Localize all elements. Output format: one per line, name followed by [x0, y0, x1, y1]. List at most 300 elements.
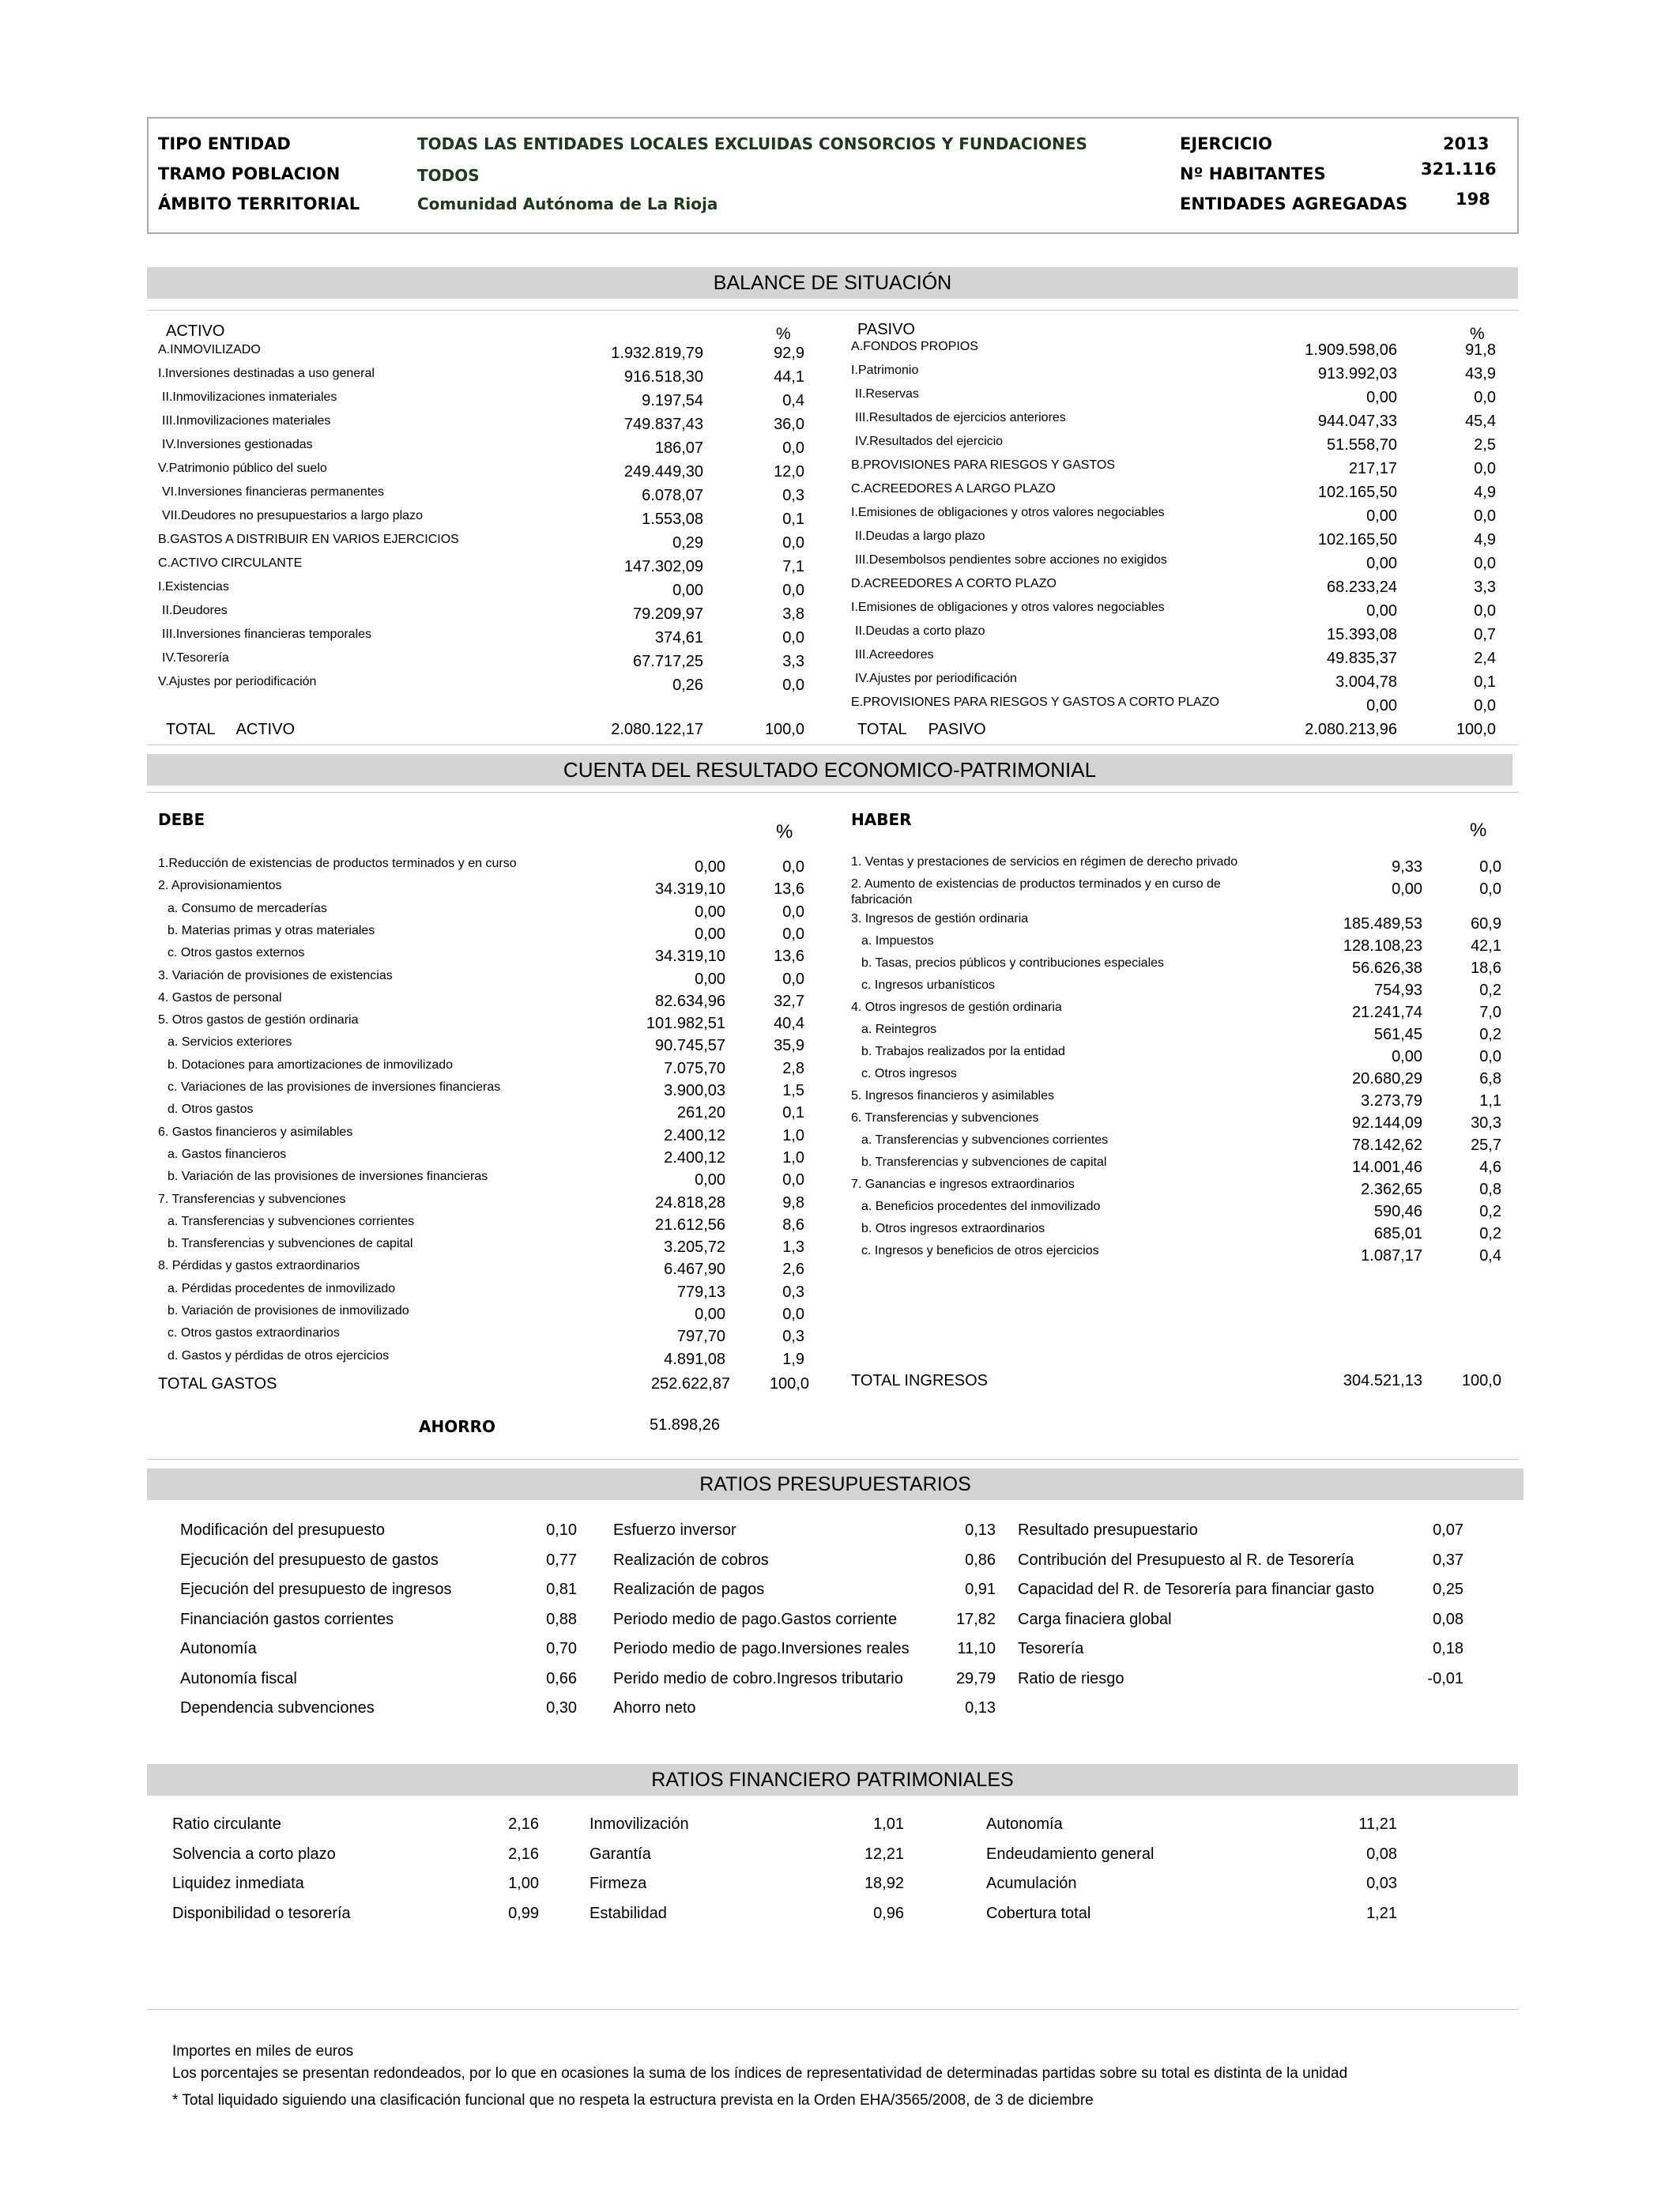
- tipo-entidad-label: TIPO ENTIDAD: [158, 134, 291, 153]
- debe-row-label: d. Otros gastos: [168, 1103, 254, 1117]
- ratio-presupuestario-value: 17,82: [955, 1610, 996, 1628]
- debe-row-value: 90.745,57: [655, 1037, 725, 1055]
- pasivo-row-value: 102.165,50: [1317, 484, 1397, 501]
- haber-row-pct: 25,7: [1471, 1137, 1501, 1154]
- ratio-presupuestario-label: Ratio de riesgo: [1018, 1669, 1124, 1687]
- pasivo-header: PASIVO: [857, 321, 915, 338]
- ratio-presupuestario-label: Esfuerzo inversor: [613, 1521, 736, 1539]
- total-ingresos-value: 304.521,13: [1343, 1372, 1422, 1389]
- ratio-financiero-value: 0,99: [508, 1904, 539, 1922]
- ratio-presupuestario-value: 0,10: [546, 1521, 577, 1539]
- debe-row-value: 2.400,12: [664, 1148, 725, 1167]
- total-ingresos-label: TOTAL INGRESOS: [851, 1372, 988, 1389]
- ratio-financiero-value: 11,21: [1358, 1815, 1397, 1833]
- ratio-presupuestario-label: Autonomía fiscal: [180, 1669, 297, 1687]
- total-gastos-value: 252.622,87: [650, 1375, 730, 1393]
- ratio-financiero-value: 1,21: [1366, 1904, 1397, 1922]
- debe-row-pct: 2,8: [782, 1059, 804, 1077]
- haber-row-label: a. Reintegros: [861, 1023, 937, 1036]
- ratio-presupuestario-value: 0,30: [546, 1699, 577, 1717]
- pasivo-row-value: 0,00: [1366, 602, 1397, 620]
- ratio-financiero-label: Endeudamiento general: [986, 1845, 1155, 1863]
- activo-row-pct: 0,3: [782, 487, 804, 504]
- ratio-presupuestario-label: Financiación gastos corrientes: [180, 1610, 394, 1628]
- haber-row-pct: 18,6: [1471, 959, 1501, 977]
- ratio-presupuestario-label: Ejecución del presupuesto de ingresos: [180, 1581, 452, 1598]
- debe-row-value: 101.982,51: [646, 1015, 725, 1033]
- ratio-presupuestario-label: Contribución del Presupuesto al R. de Tesorería: [1018, 1551, 1354, 1569]
- entidades-agregadas-label: ENTIDADES AGREGADAS: [1180, 194, 1408, 213]
- haber-row-value: 561,45: [1373, 1026, 1422, 1043]
- activo-header: ACTIVO: [166, 322, 225, 340]
- debe-row-pct: 0,3: [782, 1328, 804, 1346]
- activo-row-pct: 44,1: [774, 368, 804, 386]
- activo-row-value: 147.302,09: [623, 558, 703, 575]
- tramo-poblacion-label: TRAMO POBLACION: [158, 164, 341, 183]
- activo-row-label: I.Existencias: [158, 580, 229, 594]
- pasivo-row-label: III.Desembolsos pendientes sobre acciones no exigidos: [855, 553, 1167, 567]
- pasivo-row-label: E.PROVISIONES PARA RIESGOS Y GASTOS A CORTO PLAZO: [851, 696, 1219, 709]
- debe-row-label: a. Pérdidas procedentes de inmovilizado: [168, 1281, 396, 1295]
- ratio-presupuestario-label: Realización de pagos: [613, 1581, 765, 1598]
- haber-row-value: 590,46: [1373, 1203, 1422, 1220]
- ratio-presupuestario-value: 0,66: [546, 1669, 577, 1687]
- debe-row-value: 0,00: [695, 1171, 725, 1189]
- debe-row-label: 7. Transferencias y subvenciones: [158, 1192, 346, 1206]
- debe-row-pct: 0,0: [782, 925, 804, 943]
- haber-row-value: 78.142,62: [1352, 1137, 1422, 1154]
- pasivo-row-pct: 0,1: [1474, 673, 1496, 691]
- pasivo-row-pct: 4,9: [1474, 531, 1496, 548]
- ratio-presupuestario-value: 0,91: [965, 1581, 996, 1598]
- ratio-presupuestario-value: -0,01: [1427, 1669, 1463, 1687]
- ejercicio-value: 2013: [1443, 134, 1490, 153]
- pasivo-row-pct: 0,7: [1474, 626, 1496, 643]
- haber-row-value: 2.362,65: [1361, 1181, 1422, 1198]
- pasivo-row-pct: 2,5: [1474, 436, 1496, 454]
- activo-row-label: VI.Inversiones financieras permanentes: [162, 485, 385, 499]
- pasivo-row-label: II.Deudas a largo plazo: [855, 530, 985, 543]
- pasivo-row-value: 0,00: [1366, 389, 1397, 406]
- haber-row-value: 754,93: [1373, 982, 1422, 999]
- haber-row-label: c. Ingresos y beneficios de otros ejercicios: [861, 1244, 1099, 1257]
- total-pasivo-pct: 100,0: [1456, 721, 1496, 738]
- pasivo-row-label: III.Acreedores: [855, 648, 934, 662]
- haber-row-label: b. Transferencias y subvenciones de capital: [861, 1155, 1107, 1169]
- ratio-financiero-label: Disponibilidad o tesorería: [172, 1904, 351, 1922]
- cuenta-rule: [147, 792, 1519, 793]
- activo-row-label: III.Inversiones financieras temporales: [162, 628, 372, 641]
- debe-row-pct: 1,9: [782, 1350, 804, 1368]
- pasivo-row-value: 217,17: [1348, 460, 1397, 477]
- debe-row-value: 3.205,72: [664, 1238, 725, 1257]
- footer-note-units: Importes en miles de euros: [172, 2043, 354, 2060]
- haber-row-pct: 4,6: [1479, 1159, 1501, 1176]
- ratio-presupuestario-value: 0,70: [546, 1640, 577, 1657]
- haber-row-value: 185.489,53: [1343, 915, 1422, 933]
- pasivo-row-label: II.Reservas: [855, 387, 919, 401]
- ratio-financiero-label: Liquidez inmediata: [172, 1875, 304, 1892]
- ratio-presupuestario-label: Realización de cobros: [613, 1551, 769, 1569]
- haber-row-pct: 0,2: [1479, 1203, 1501, 1220]
- debe-row-pct: 1,0: [782, 1126, 804, 1144]
- pasivo-row-pct: 0,0: [1474, 460, 1496, 477]
- haber-row-pct: 0,0: [1479, 880, 1501, 898]
- debe-row-label: c. Variaciones de las provisiones de inversiones financieras: [168, 1080, 501, 1094]
- activo-row-value: 1.553,08: [642, 511, 703, 528]
- debe-row-pct: 0,1: [782, 1104, 804, 1122]
- ratios-presupuestarios-title: RATIOS PRESUPUESTARIOS: [147, 1468, 1524, 1500]
- debe-row-label: a. Servicios exteriores: [168, 1035, 292, 1050]
- debe-pct-header: %: [776, 821, 793, 843]
- ratio-presupuestario-value: 29,79: [955, 1669, 996, 1687]
- debe-row-label: a. Transferencias y subvenciones corrientes: [168, 1214, 415, 1228]
- debe-row-label: b. Variación de provisiones de inmovilizado: [168, 1304, 409, 1318]
- haber-row-value: 1.087,17: [1361, 1247, 1422, 1265]
- ratio-financiero-value: 0,08: [1366, 1845, 1397, 1863]
- pasivo-row-value: 15.393,08: [1327, 626, 1397, 643]
- haber-row-label: a. Impuestos: [861, 934, 934, 948]
- ratio-presupuestario-value: 0,18: [1433, 1640, 1463, 1657]
- haber-row-label: 6. Transferencias y subvenciones: [851, 1111, 1039, 1125]
- haber-row-pct: 30,3: [1471, 1114, 1501, 1132]
- debe-row-value: 6.467,90: [664, 1261, 725, 1279]
- ratio-presupuestario-label: Ejecución del presupuesto de gastos: [180, 1551, 439, 1569]
- activo-row-value: 79.209,97: [633, 605, 703, 623]
- pasivo-row-label: III.Resultados de ejercicios anteriores: [855, 411, 1066, 424]
- activo-row-value: 6.078,07: [642, 487, 703, 504]
- ratio-presupuestario-label: Carga finaciera global: [1018, 1610, 1172, 1628]
- total-ingresos-pct: 100,0: [1461, 1372, 1501, 1389]
- haber-row-pct: 1,1: [1479, 1092, 1501, 1110]
- activo-row-label: IV.Tesorería: [162, 651, 229, 665]
- pasivo-row-pct: 45,4: [1465, 413, 1496, 430]
- ratio-presupuestario-value: 0,13: [965, 1699, 996, 1717]
- debe-row-pct: 32,7: [774, 992, 804, 1010]
- pasivo-row-label: I.Patrimonio: [851, 364, 919, 377]
- activo-row-label: A.INMOVILIZADO: [158, 343, 261, 356]
- ratio-financiero-label: Estabilidad: [590, 1904, 667, 1922]
- pasivo-row-pct: 4,9: [1474, 484, 1496, 501]
- pasivo-row-label: II.Deudas a corto plazo: [855, 624, 985, 638]
- balance-title: BALANCE DE SITUACIÓN: [147, 267, 1518, 299]
- debe-row-pct: 0,0: [782, 1171, 804, 1189]
- activo-row-pct: 36,0: [774, 416, 804, 433]
- total-gastos-pct: 100,0: [769, 1375, 809, 1393]
- debe-row-value: 24.818,28: [655, 1193, 725, 1212]
- pasivo-row-label: I.Emisiones de obligaciones y otros valores negociables: [851, 601, 1165, 614]
- activo-row-pct: 0,0: [782, 534, 804, 552]
- ratio-financiero-label: Cobertura total: [986, 1904, 1091, 1922]
- debe-row-label: a. Gastos financieros: [168, 1147, 287, 1161]
- ratio-financiero-label: Solvencia a corto plazo: [172, 1845, 336, 1863]
- debe-row-pct: 0,0: [782, 903, 804, 921]
- haber-row-label: c. Otros ingresos: [861, 1067, 957, 1080]
- activo-row-pct: 92,9: [774, 345, 804, 362]
- activo-row-label: II.Inmovilizaciones inmateriales: [162, 390, 337, 404]
- pasivo-row-value: 3.004,78: [1335, 673, 1397, 691]
- ratios-financiero-title: RATIOS FINANCIERO PATRIMONIALES: [147, 1764, 1518, 1796]
- pasivo-row-pct: 0,0: [1474, 697, 1496, 714]
- pasivo-pct-header: %: [1470, 325, 1485, 343]
- activo-row-pct: 0,1: [782, 511, 804, 528]
- footer-note-rounding: Los porcentajes se presentan redondeados, por lo que en ocasiones la suma de los índices de representatividad de determinadas partidas sobre su total es distinta de la unidad: [172, 2065, 1348, 2082]
- debe-row-value: 82.634,96: [655, 992, 725, 1010]
- debe-row-value: 0,00: [695, 970, 725, 988]
- debe-row-label: b. Dotaciones para amortizaciones de inmovilizado: [168, 1057, 454, 1072]
- debe-row-value: 7.075,70: [664, 1059, 725, 1077]
- ratio-financiero-label: Firmeza: [590, 1875, 647, 1892]
- debe-row-pct: 40,4: [774, 1015, 804, 1033]
- ratio-presupuestario-label: Periodo medio de pago.Gastos corriente: [613, 1610, 898, 1628]
- debe-row-label: 6. Gastos financieros y asimilables: [158, 1125, 353, 1139]
- pasivo-row-value: 0,00: [1366, 697, 1397, 714]
- debe-row-pct: 0,0: [782, 970, 804, 988]
- ahorro-label: AHORRO: [419, 1417, 496, 1436]
- debe-row-label: 5. Otros gastos de gestión ordinaria: [158, 1013, 359, 1027]
- debe-row-label: 1.Reducción de existencias de productos terminados y en curso: [158, 857, 517, 870]
- haber-row-pct: 0,0: [1479, 1048, 1501, 1065]
- debe-row-label: c. Otros gastos extraordinarios: [168, 1326, 340, 1340]
- ratio-presupuestario-label: Autonomía: [180, 1640, 257, 1657]
- haber-row-label: 3. Ingresos de gestión ordinaria: [851, 912, 1029, 925]
- ratio-presupuestario-value: 0,77: [546, 1551, 577, 1569]
- debe-row-label: c. Otros gastos externos: [168, 946, 305, 960]
- haber-pct-header: %: [1470, 820, 1487, 841]
- pasivo-row-pct: 0,0: [1474, 389, 1496, 406]
- activo-row-value: 0,00: [672, 582, 703, 599]
- ratio-financiero-value: 2,16: [508, 1845, 539, 1863]
- debe-row-pct: 1,5: [782, 1082, 804, 1099]
- activo-row-pct: 0,0: [782, 582, 804, 599]
- debe-row-value: 21.612,56: [655, 1216, 725, 1234]
- ratio-financiero-label: Acumulación: [986, 1875, 1077, 1892]
- debe-row-label: a. Consumo de mercaderías: [168, 901, 327, 915]
- haber-row-label: 4. Otros ingresos de gestión ordinaria: [851, 1001, 1062, 1014]
- activo-row-value: 67.717,25: [633, 653, 703, 670]
- debe-row-pct: 0,0: [782, 858, 804, 876]
- ratio-presupuestario-value: 0,88: [546, 1610, 577, 1628]
- activo-row-value: 249.449,30: [623, 463, 703, 481]
- haber-row-value: 685,01: [1373, 1225, 1422, 1242]
- debe-header: DEBE: [158, 810, 205, 829]
- activo-row-label: V.Patrimonio público del suelo: [158, 462, 327, 475]
- ratio-presupuestario-label: Periodo medio de pago.Inversiones reales: [613, 1640, 910, 1657]
- ratio-financiero-value: 0,03: [1366, 1875, 1397, 1892]
- activo-row-pct: 7,1: [782, 558, 804, 575]
- debe-row-value: 2.400,12: [664, 1126, 725, 1144]
- ratio-financiero-value: 12,21: [864, 1845, 904, 1863]
- ambito-territorial-label: ÁMBITO TERRITORIAL: [158, 194, 360, 213]
- haber-row-value: 9,33: [1392, 858, 1422, 876]
- ratio-presupuestario-value: 0,08: [1433, 1610, 1463, 1628]
- ratio-presupuestario-label: Perido medio de cobro.Ingresos tributario: [613, 1669, 903, 1687]
- pasivo-row-value: 51.558,70: [1327, 436, 1397, 454]
- debe-row-label: 4. Gastos de personal: [158, 990, 282, 1005]
- haber-row-value: 92.144,09: [1352, 1114, 1422, 1132]
- total-gastos-label: TOTAL GASTOS: [158, 1375, 277, 1393]
- haber-row-pct: 0,8: [1479, 1181, 1501, 1198]
- haber-row-pct: 0,2: [1479, 1026, 1501, 1043]
- debe-row-pct: 9,8: [782, 1193, 804, 1212]
- ratio-financiero-value: 18,92: [864, 1875, 904, 1892]
- haber-row-value: 128.108,23: [1343, 937, 1422, 955]
- activo-row-label: V.Ajustes por periodificación: [158, 675, 317, 688]
- debe-row-pct: 1,3: [782, 1238, 804, 1257]
- pasivo-row-pct: 2,4: [1474, 650, 1496, 667]
- haber-row-label: a. Beneficios procedentes del inmovilizado: [861, 1200, 1101, 1213]
- debe-row-value: 34.319,10: [655, 880, 725, 899]
- ratio-financiero-value: 1,01: [873, 1815, 904, 1833]
- debe-row-value: 779,13: [676, 1283, 725, 1301]
- haber-row-pct: 60,9: [1471, 915, 1501, 933]
- pasivo-row-value: 0,00: [1366, 507, 1397, 525]
- debe-row-value: 0,00: [695, 903, 725, 921]
- debe-row-label: d. Gastos y pérdidas de otros ejercicios: [168, 1348, 390, 1363]
- debe-row-label: b. Transferencias y subvenciones de capital: [168, 1237, 413, 1251]
- pasivo-row-label: C.ACREEDORES A LARGO PLAZO: [851, 482, 1056, 496]
- pasivo-row-value: 49.835,37: [1327, 650, 1397, 667]
- debe-row-value: 0,00: [695, 858, 725, 876]
- ratio-financiero-label: Autonomía: [986, 1815, 1063, 1833]
- haber-row-value: 56.626,38: [1352, 959, 1422, 977]
- pasivo-row-label: B.PROVISIONES PARA RIESGOS Y GASTOS: [851, 458, 1116, 472]
- debe-row-value: 4.891,08: [664, 1350, 725, 1368]
- ratio-presupuestario-value: 0,25: [1433, 1581, 1463, 1598]
- haber-row-label: b. Trabajos realizados por la entidad: [861, 1045, 1065, 1058]
- haber-header: HABER: [851, 810, 912, 829]
- balance-rule: [147, 310, 1519, 311]
- activo-row-value: 186,07: [654, 439, 703, 457]
- debe-row-label: b. Variación de las provisiones de inversiones financieras: [168, 1170, 488, 1184]
- pasivo-row-label: I.Emisiones de obligaciones y otros valores negociables: [851, 506, 1165, 519]
- total-activo-pct: 100,0: [764, 721, 804, 738]
- debe-row-label: b. Materias primas y otras materiales: [168, 923, 375, 937]
- ratio-presupuestario-value: 0,37: [1433, 1551, 1463, 1569]
- debe-row-value: 261,20: [676, 1104, 725, 1122]
- debe-row-label: 2. Aprovisionamientos: [158, 879, 282, 893]
- tipo-entidad-value: TODAS LAS ENTIDADES LOCALES EXCLUIDAS CONSORCIOS Y FUNDACIONES: [417, 134, 1087, 153]
- pasivo-row-value: 102.165,50: [1317, 531, 1397, 548]
- debe-row-pct: 1,0: [782, 1148, 804, 1167]
- debe-row-pct: 13,6: [774, 948, 804, 966]
- debe-row-value: 0,00: [695, 925, 725, 943]
- ratio-financiero-label: Ratio circulante: [172, 1815, 281, 1833]
- haber-row-label: b. Tasas, precios públicos y contribuciones especiales: [861, 956, 1165, 970]
- pasivo-row-value: 68.233,24: [1327, 579, 1397, 596]
- haber-row-label: 2. Aumento de existencias de productos terminados y en curso de: [851, 877, 1221, 891]
- activo-row-pct: 3,3: [782, 653, 804, 670]
- ratio-presupuestario-value: 0,86: [965, 1551, 996, 1569]
- pasivo-row-value: 0,00: [1366, 555, 1397, 572]
- ratio-presupuestario-label: Ahorro neto: [613, 1699, 696, 1717]
- ratio-presupuestario-label: Dependencia subvenciones: [180, 1699, 375, 1717]
- pasivo-row-label: A.FONDOS PROPIOS: [851, 340, 978, 353]
- ratio-presupuestario-label: Tesorería: [1018, 1640, 1084, 1657]
- haber-row-pct: 0,2: [1479, 982, 1501, 999]
- cuenta-title: CUENTA DEL RESULTADO ECONOMICO-PATRIMONIAL: [147, 754, 1512, 786]
- ratio-presupuestario-label: Resultado presupuestario: [1018, 1521, 1198, 1539]
- pasivo-row-label: D.ACREEDORES A CORTO PLAZO: [851, 577, 1057, 590]
- pasivo-row-pct: 91,8: [1465, 341, 1496, 359]
- ratio-presupuestario-label: Modificación del presupuesto: [180, 1521, 386, 1539]
- haber-row-label: 1. Ventas y prestaciones de servicios en régimen de derecho privado: [851, 855, 1238, 869]
- ratio-presupuestario-value: 0,81: [546, 1581, 577, 1598]
- pasivo-row-pct: 3,3: [1474, 579, 1496, 596]
- activo-row-label: II.Deudores: [162, 604, 228, 617]
- activo-row-value: 749.837,43: [623, 416, 703, 433]
- footer-rule: [147, 2009, 1519, 2010]
- footer-note-functional: * Total liquidado siguiendo una clasificación funcional que no respeta la estructura prevista en la Orden EHA/3565/2008, de 3 de diciembre: [172, 2092, 1094, 2109]
- activo-row-label: VII.Deudores no presupuestarios a largo plazo: [162, 509, 423, 522]
- activo-row-label: I.Inversiones destinadas a uso general: [158, 367, 375, 380]
- activo-pct-header: %: [776, 325, 791, 343]
- activo-row-pct: 0,4: [782, 392, 804, 409]
- activo-row-value: 0,26: [672, 677, 703, 694]
- haber-row-value: 3.273,79: [1361, 1092, 1422, 1110]
- activo-row-pct: 12,0: [774, 463, 804, 481]
- activo-row-label: IV.Inversiones gestionadas: [162, 438, 313, 451]
- activo-row-pct: 0,0: [782, 629, 804, 647]
- activo-row-value: 1.932.819,79: [611, 345, 703, 362]
- activo-row-label: B.GASTOS A DISTRIBUIR EN VARIOS EJERCICIOS: [158, 533, 459, 546]
- haber-row-value: 21.241,74: [1352, 1004, 1422, 1021]
- pasivo-row-pct: 0,0: [1474, 507, 1496, 525]
- haber-row-value: 0,00: [1392, 1048, 1422, 1065]
- debe-row-pct: 0,3: [782, 1283, 804, 1301]
- pasivo-row-pct: 0,0: [1474, 555, 1496, 572]
- total-pasivo-value: 2.080.213,96: [1305, 721, 1397, 738]
- ratio-financiero-label: Inmovilización: [590, 1815, 689, 1833]
- activo-row-value: 0,29: [672, 534, 703, 552]
- pasivo-row-value: 1.909.598,06: [1305, 341, 1397, 359]
- ratio-financiero-value: 0,96: [873, 1904, 904, 1922]
- debe-row-value: 797,70: [676, 1328, 725, 1346]
- debe-row-label: 3. Variación de provisiones de existencias: [158, 968, 393, 982]
- debe-row-pct: 35,9: [774, 1037, 804, 1055]
- haber-row-value: 20.680,29: [1352, 1070, 1422, 1088]
- ratio-presupuestario-value: 0,13: [965, 1521, 996, 1539]
- debe-row-pct: 8,6: [782, 1216, 804, 1234]
- pasivo-row-pct: 43,9: [1465, 365, 1496, 383]
- debe-row-label: 8. Pérdidas y gastos extraordinarios: [158, 1259, 360, 1273]
- activo-row-value: 374,61: [654, 629, 703, 647]
- activo-row-label: III.Inmovilizaciones materiales: [162, 414, 331, 428]
- cuenta-bottom-rule: [147, 1459, 1519, 1460]
- habitantes-label: Nº HABITANTES: [1180, 164, 1326, 183]
- activo-row-label: C.ACTIVO CIRCULANTE: [158, 556, 303, 570]
- ratio-presupuestario-value: 0,07: [1433, 1521, 1463, 1539]
- haber-row-pct: 42,1: [1471, 937, 1501, 955]
- haber-row-value: 0,00: [1392, 880, 1422, 898]
- entidades-agregadas-value: 198: [1456, 190, 1490, 209]
- debe-row-value: 34.319,10: [655, 948, 725, 966]
- ambito-territorial-value: Comunidad Autónoma de La Rioja: [417, 194, 718, 213]
- ratio-presupuestario-value: 11,10: [957, 1640, 996, 1657]
- haber-row-label-cont: fabricación: [851, 893, 913, 907]
- activo-row-pct: 3,8: [782, 605, 804, 623]
- pasivo-row-value: 913.992,03: [1317, 365, 1397, 383]
- haber-row-label: a. Transferencias y subvenciones corrientes: [861, 1133, 1109, 1147]
- activo-row-value: 9.197,54: [642, 392, 703, 409]
- haber-row-label: 5. Ingresos financieros y asimilables: [851, 1089, 1055, 1103]
- haber-row-pct: 7,0: [1479, 1004, 1501, 1021]
- ejercicio-label: EJERCICIO: [1180, 134, 1272, 153]
- haber-row-pct: 0,4: [1479, 1247, 1501, 1265]
- pasivo-row-label: IV.Ajustes por periodificación: [855, 672, 1017, 685]
- haber-row-label: b. Otros ingresos extraordinarios: [861, 1222, 1045, 1235]
- total-pasivo-label: TOTAL PASIVO: [857, 721, 986, 738]
